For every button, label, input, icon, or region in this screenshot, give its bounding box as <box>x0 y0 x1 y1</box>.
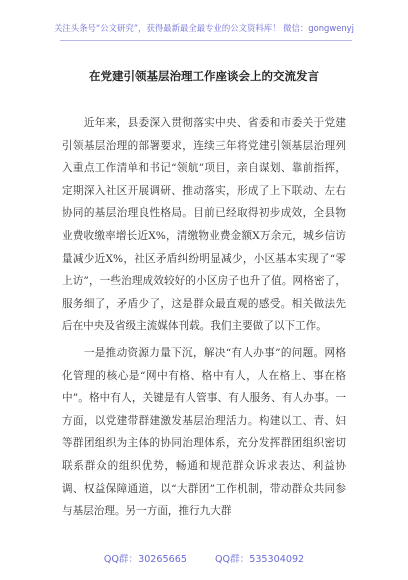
document-title: 在党建引领基层治理工作座谈会上的交流发言 <box>89 69 319 83</box>
footer-qq-group-1: QQ群：30265665 <box>103 554 187 565</box>
document-body <box>62 112 346 523</box>
footer-contact <box>0 551 408 565</box>
header-banner: 关注头条号“公文研究”，获得最新最全最专业的公文资料库！ 微信：gongwenyj <box>54 23 354 33</box>
body-paragraph-2: 一是推动资源力量下沉，解决“有人办事”的问题。网格化管理的核心是“网中有格、格中有人，人在格上、事在格中”。格中有人，关键是有人管事、有人服务、有人办事。一方面，以党建带群建激发基层治理活力。构建以工、青、妇等群团组织为主体的协同治理体系，充分发挥群团组织密切联系群众的组织优势，畅通和规范群众诉求表达、利益协调、权益保障通道，以“大群团”工作机制，带动群众共同参与基层治理。另一方面，推行九大群 <box>62 346 346 518</box>
body-paragraph-1: 近年来，县委深入贯彻落实中央、省委和市委关于党建引领基层治理的部署要求，连续三年将党建引领基层治理列入重点工作清单和书记“领航”项目，亲自谋划、靠前指挥，定期深入社区开展调研、推动落实，形成了上下联动、左右协同的基层治理良性格局。目前已经取得初步成效，全县物业费收缴率增长近X%，清缴物业费金额X万余元，城乡信访量减少近X%，社区矛盾纠纷明显减少，小区基本实现了“零上访”，一些治理成效较好的小区房子也升了值。网格密了，服务细了，矛盾少了，这是群众最直观的感受。相关做法先后在中央及省级主流媒体刊载。我们主要做了以下工作。 <box>62 117 347 333</box>
header-divider <box>60 40 352 41</box>
footer-qq-group-2: QQ群：535304092 <box>214 554 305 565</box>
